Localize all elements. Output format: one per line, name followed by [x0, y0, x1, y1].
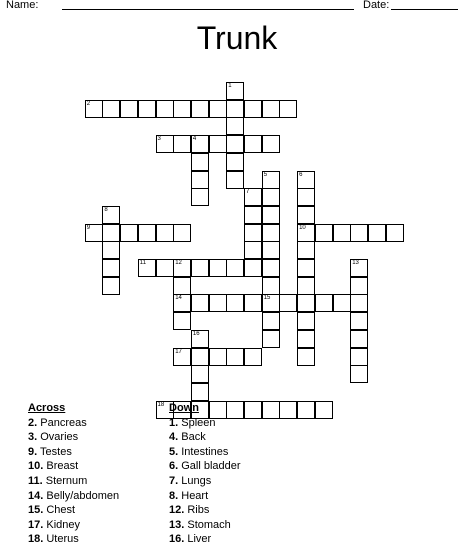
crossword-cell[interactable]	[191, 259, 209, 277]
crossword-cell[interactable]	[226, 153, 244, 171]
crossword-cell[interactable]	[191, 330, 209, 348]
clue-number: 14.	[28, 489, 44, 502]
crossword-cell[interactable]	[191, 294, 209, 312]
clue-text: Ribs	[187, 504, 210, 517]
crossword-cell[interactable]	[262, 188, 280, 206]
crossword-cell[interactable]	[191, 188, 209, 206]
clue-item	[169, 489, 241, 504]
cell-number: 5	[263, 171, 268, 178]
clue-item	[169, 459, 241, 474]
across-clues	[28, 401, 119, 547]
clue-item	[169, 416, 241, 431]
clue-item	[28, 430, 119, 445]
clue-text: Spleen	[181, 416, 216, 429]
crossword-cell[interactable]	[244, 224, 262, 242]
crossword-cell[interactable]	[173, 259, 191, 277]
clue-number: 11.	[28, 474, 43, 487]
crossword-cell[interactable]	[102, 206, 120, 224]
crossword-cell[interactable]	[102, 224, 120, 242]
crossword-cell[interactable]	[350, 294, 368, 312]
clue-text: Breast	[46, 460, 79, 473]
crossword-cell[interactable]	[120, 100, 138, 118]
crossword-cell[interactable]	[191, 100, 209, 118]
clue-item	[28, 474, 119, 489]
crossword-cell[interactable]	[85, 100, 103, 118]
clue-text: Stomach	[187, 518, 231, 531]
clue-number: 16.	[169, 533, 185, 546]
crossword-cell[interactable]	[350, 277, 368, 295]
clue-text: Liver	[187, 533, 212, 546]
clue-number: 12.	[169, 504, 185, 517]
clue-number: 5.	[169, 445, 179, 458]
crossword-cell[interactable]	[262, 312, 280, 330]
crossword-cell[interactable]	[333, 294, 351, 312]
clue-number: 7.	[169, 474, 179, 487]
crossword-cell[interactable]	[279, 100, 297, 118]
crossword-cell[interactable]	[226, 171, 244, 189]
crossword-cell[interactable]	[156, 224, 174, 242]
crossword-cell[interactable]	[350, 348, 368, 366]
crossword-cell[interactable]	[191, 383, 209, 401]
crossword-cell[interactable]	[297, 401, 315, 419]
name-label: Name:	[6, 0, 39, 11]
clue-item	[28, 489, 119, 504]
clue-text: Heart	[181, 489, 209, 502]
clue-text: Intestines	[181, 445, 229, 458]
page-title: Trunk	[196, 20, 278, 56]
crossword-cell[interactable]	[279, 294, 297, 312]
crossword-cell[interactable]	[85, 224, 103, 242]
cell-number: 11	[139, 260, 147, 266]
crossword-cell[interactable]	[262, 241, 280, 259]
cell-number: 16	[192, 330, 200, 337]
across-heading: Across	[28, 402, 66, 414]
crossword-cell[interactable]	[350, 330, 368, 348]
cell-number: 7	[246, 189, 250, 196]
crossword-cell[interactable]	[191, 365, 209, 383]
crossword-cell[interactable]	[244, 188, 262, 206]
crossword-cell[interactable]	[262, 330, 280, 348]
crossword-cell[interactable]	[297, 294, 315, 312]
cell-number: 6	[299, 171, 303, 178]
crossword-cell[interactable]	[262, 224, 280, 242]
clue-item	[169, 430, 241, 445]
cell-number: 13	[352, 260, 359, 266]
crossword-cell[interactable]	[191, 135, 209, 153]
crossword-cell[interactable]	[297, 348, 315, 366]
crossword-cell[interactable]	[244, 206, 262, 224]
crossword-cell[interactable]	[120, 224, 138, 242]
down-clue-list	[169, 416, 241, 547]
clue-text: Pancreas	[40, 416, 87, 429]
crossword-cell[interactable]	[368, 224, 386, 242]
crossword-cell[interactable]	[350, 259, 368, 277]
crossword-cell[interactable]	[156, 100, 174, 118]
clue-text: Back	[181, 431, 206, 444]
clue-number: 10.	[28, 460, 44, 473]
crossword-cell[interactable]	[226, 117, 244, 135]
crossword-cell[interactable]	[262, 259, 280, 277]
clue-text: Kidney	[46, 518, 80, 531]
crossword-cell[interactable]	[173, 224, 191, 242]
crossword-cell[interactable]	[209, 135, 227, 153]
cell-number: 3	[157, 136, 161, 143]
crossword-cell[interactable]	[173, 100, 191, 118]
clue-item	[169, 518, 241, 533]
clue-text: Lungs	[181, 474, 212, 487]
crossword-cell[interactable]	[226, 294, 244, 312]
crossword-cell[interactable]	[315, 224, 333, 242]
crossword-cell[interactable]	[244, 348, 262, 366]
down-clues	[169, 401, 241, 547]
clue-number: 6.	[169, 460, 179, 473]
clue-text: Chest	[46, 504, 76, 517]
clue-item	[169, 474, 241, 489]
crossword-cell[interactable]	[173, 294, 191, 312]
crossword-cell[interactable]	[244, 294, 262, 312]
crossword-cell[interactable]	[315, 294, 333, 312]
clue-number: 1.	[169, 416, 179, 429]
clue-number: 15.	[28, 504, 44, 517]
clue-text: Uterus	[46, 533, 79, 546]
crossword-cell[interactable]	[226, 348, 244, 366]
clue-number: 13.	[169, 518, 185, 531]
crossword-cell[interactable]	[262, 401, 280, 419]
crossword-cell[interactable]	[173, 348, 191, 366]
crossword-cell[interactable]	[262, 171, 280, 189]
crossword-cell[interactable]	[102, 259, 120, 277]
crossword-cell[interactable]	[209, 259, 227, 277]
clue-text: Ovaries	[40, 431, 79, 444]
crossword-cell[interactable]	[226, 100, 244, 118]
crossword-cell[interactable]	[102, 100, 120, 118]
clue-item	[28, 445, 119, 460]
clue-number: 8.	[169, 489, 179, 502]
clue-number: 3.	[28, 431, 38, 444]
clue-number: 4.	[169, 431, 179, 444]
cell-number: 8	[104, 206, 108, 213]
crossword-cell[interactable]	[138, 224, 156, 242]
crossword-cell[interactable]	[297, 241, 315, 259]
crossword-cell[interactable]	[226, 259, 244, 277]
crossword-cell[interactable]	[315, 401, 333, 419]
crossword-cell[interactable]	[297, 277, 315, 295]
crossword-cell[interactable]	[138, 259, 156, 277]
crossword-cell[interactable]	[102, 277, 120, 295]
cell-number: 18	[157, 401, 165, 408]
clue-text: Gall bladder	[181, 460, 241, 473]
date-field-line[interactable]	[391, 9, 458, 10]
crossword-cell[interactable]	[297, 206, 315, 224]
clue-item	[169, 532, 241, 547]
crossword-cell[interactable]	[209, 100, 227, 118]
cell-number: 12	[175, 260, 182, 266]
crossword-cell[interactable]	[350, 365, 368, 383]
clue-text: Belly/abdomen	[46, 489, 120, 502]
name-field-line[interactable]	[62, 9, 354, 10]
crossword-cell[interactable]	[191, 171, 209, 189]
crossword-cell[interactable]	[262, 294, 280, 312]
crossword-cell[interactable]	[156, 135, 174, 153]
cell-number: 2	[86, 100, 91, 107]
crossword-cell[interactable]	[226, 82, 244, 100]
crossword-cell[interactable]	[209, 348, 227, 366]
crossword-cell[interactable]	[350, 224, 368, 242]
clue-item	[28, 416, 119, 431]
across-clue-list	[28, 416, 119, 547]
clue-number: 2.	[28, 416, 38, 429]
crossword-cell[interactable]	[138, 100, 156, 118]
date-label: Date:	[363, 0, 390, 11]
crossword-cell[interactable]	[386, 224, 404, 242]
crossword-cell[interactable]	[209, 294, 227, 312]
crossword-cell[interactable]	[173, 312, 191, 330]
clue-number: 9.	[28, 445, 38, 458]
clue-item	[28, 532, 119, 547]
crossword-cell[interactable]	[244, 259, 262, 277]
crossword-cell[interactable]	[191, 153, 209, 171]
cell-number: 17	[175, 348, 182, 355]
crossword-cell[interactable]	[297, 330, 315, 348]
crossword-cell[interactable]	[350, 312, 368, 330]
crossword-cell[interactable]	[297, 259, 315, 277]
clue-item	[28, 459, 119, 474]
crossword-cell[interactable]	[262, 277, 280, 295]
crossword-cell[interactable]	[173, 277, 191, 295]
crossword-cell[interactable]	[262, 206, 280, 224]
crossword-cell[interactable]	[226, 135, 244, 153]
clue-number: 17.	[28, 518, 44, 531]
clue-item	[169, 503, 241, 518]
clue-text: Sternum	[45, 474, 88, 487]
crossword-cell[interactable]	[102, 241, 120, 259]
down-heading: Down	[169, 402, 199, 414]
crossword-cell[interactable]	[297, 312, 315, 330]
cell-number: 4	[192, 136, 197, 143]
clue-item	[169, 445, 241, 460]
crossword-cell[interactable]	[244, 100, 262, 118]
crossword-cell[interactable]	[191, 348, 209, 366]
cell-number: 9	[86, 224, 91, 231]
crossword-cell[interactable]	[297, 171, 315, 189]
crossword-cell[interactable]	[262, 100, 280, 118]
cell-number: 14	[175, 295, 182, 302]
crossword-cell[interactable]	[262, 135, 280, 153]
crossword-cell[interactable]	[279, 401, 297, 419]
crossword-cell[interactable]	[297, 224, 315, 242]
cell-number: 15	[263, 295, 271, 302]
clue-text: Testes	[40, 445, 72, 458]
crossword-cell[interactable]	[333, 224, 351, 242]
clue-item	[28, 503, 119, 518]
clue-item	[28, 518, 119, 533]
crossword-cell[interactable]	[244, 401, 262, 419]
crossword-cell[interactable]	[156, 259, 174, 277]
cell-number: 1	[228, 83, 232, 89]
clue-number: 18.	[28, 533, 44, 546]
crossword-cell[interactable]	[244, 241, 262, 259]
crossword-cell[interactable]	[297, 188, 315, 206]
crossword-cell[interactable]	[173, 135, 191, 153]
cell-number: 10	[299, 224, 306, 231]
crossword-cell[interactable]	[244, 135, 262, 153]
